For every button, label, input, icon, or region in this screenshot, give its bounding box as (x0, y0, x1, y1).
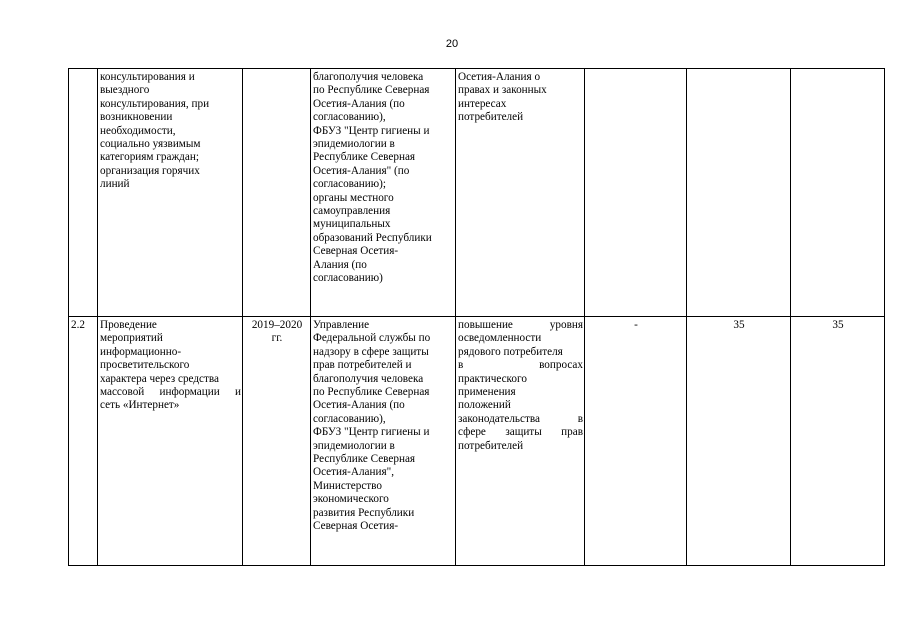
executor-line: благополучия человека (313, 372, 424, 385)
result-line: применения (458, 386, 516, 399)
executor-line: Северная Осетия- (313, 520, 399, 533)
event-line: необходимости, (100, 124, 176, 137)
row-number-cell: 2.2 (69, 317, 98, 566)
event-line: массовой информации и (100, 386, 241, 399)
result-cell (456, 317, 585, 566)
result-line: повышение уровня (458, 319, 583, 331)
executor-line: Республике Северная (313, 151, 416, 164)
event-line: консультирования, при (100, 97, 210, 110)
executor-line: ФБУЗ "Центр гигиены и (313, 124, 430, 137)
result-line: потребителей (458, 439, 524, 452)
event-line: линий (100, 178, 130, 191)
executor-line: Управление (313, 319, 370, 331)
executor-line: надзору в сфере защиты (313, 345, 429, 358)
page-number: 20 (445, 38, 459, 50)
executor-line: Осетия-Алания", (313, 466, 395, 479)
value-cell-2 (687, 69, 791, 317)
event-line: сеть «Интернет» (100, 399, 180, 412)
executor-line: развития Республики (313, 506, 415, 519)
event-line: организация горячих (100, 164, 200, 177)
executor-line: Осетия-Алания (по (313, 97, 405, 110)
event-line: характера через средства (100, 372, 219, 385)
result-line: потребителей (458, 111, 524, 124)
event-line: выездного (100, 84, 150, 97)
event-cell (98, 317, 243, 566)
executor-line: самоуправления (313, 205, 391, 218)
measures-table (68, 68, 885, 566)
executor-line: Алания (по (313, 258, 367, 271)
executor-line: эпидемиологии в (313, 138, 395, 151)
row-number-cell (69, 69, 98, 317)
period-line: 2019–2020 (251, 319, 303, 331)
event-line: консультирования и (100, 71, 195, 83)
value-cell-2: 35 (687, 317, 791, 566)
executor-cell (311, 317, 456, 566)
executor-line: согласованию); (313, 178, 386, 191)
executor-line: согласованию), (313, 412, 386, 425)
executor-line: Республике Северная (313, 453, 416, 466)
executor-line: Осетия-Алания (по (313, 399, 405, 412)
result-line: в вопросах (458, 359, 583, 372)
event-line: мероприятий (100, 332, 163, 345)
result-cell (456, 69, 585, 317)
result-line: сфере защиты прав (458, 426, 583, 439)
executor-line: прав потребителей и (313, 359, 412, 372)
executor-line: Министерство (313, 479, 382, 492)
event-line: возникновении (100, 111, 173, 124)
result-line: положений (458, 399, 511, 412)
value-cell-1: - (585, 317, 687, 566)
event-line: информационно- (100, 345, 182, 358)
result-line: правах и законных (458, 84, 547, 97)
period-line: гг. (271, 332, 283, 345)
executor-line: эпидемиологии в (313, 439, 395, 452)
executor-line: экономического (313, 493, 389, 506)
result-line: практического (458, 372, 527, 385)
event-line: социально уязвимым (100, 138, 201, 151)
period-cell (243, 69, 311, 317)
executor-line: по Республике Северная (313, 84, 430, 97)
executor-line: Осетия-Алания" (по (313, 164, 410, 177)
executor-line: органы местного (313, 191, 394, 204)
executor-line: по Республике Северная (313, 386, 430, 399)
value-cell-3 (791, 69, 885, 317)
result-line: осведомленности (458, 332, 542, 345)
executor-line: образований Республики (313, 231, 432, 244)
executor-line: благополучия человека (313, 71, 424, 83)
table-row (69, 317, 885, 566)
value-cell-3: 35 (791, 317, 885, 566)
table-row (69, 69, 885, 317)
result-line: законодательства в (458, 412, 583, 425)
event-line: просветительского (100, 359, 190, 372)
executor-line: Северная Осетия- (313, 245, 399, 258)
result-line: интересах (458, 97, 507, 110)
value-cell-1 (585, 69, 687, 317)
result-line: Осетия-Алания о (458, 71, 541, 83)
event-line: категориям граждан; (100, 151, 199, 164)
executor-line: ФБУЗ "Центр гигиены и (313, 426, 430, 439)
period-cell (243, 317, 311, 566)
executor-line: муниципальных (313, 218, 391, 231)
executor-line: Федеральной службы по (313, 332, 431, 345)
executor-line: согласованию), (313, 111, 386, 124)
executor-cell (311, 69, 456, 317)
event-cell (98, 69, 243, 317)
result-line: рядового потребителя (458, 345, 563, 358)
event-line: Проведение (100, 319, 157, 331)
executor-line: согласованию) (313, 272, 383, 285)
